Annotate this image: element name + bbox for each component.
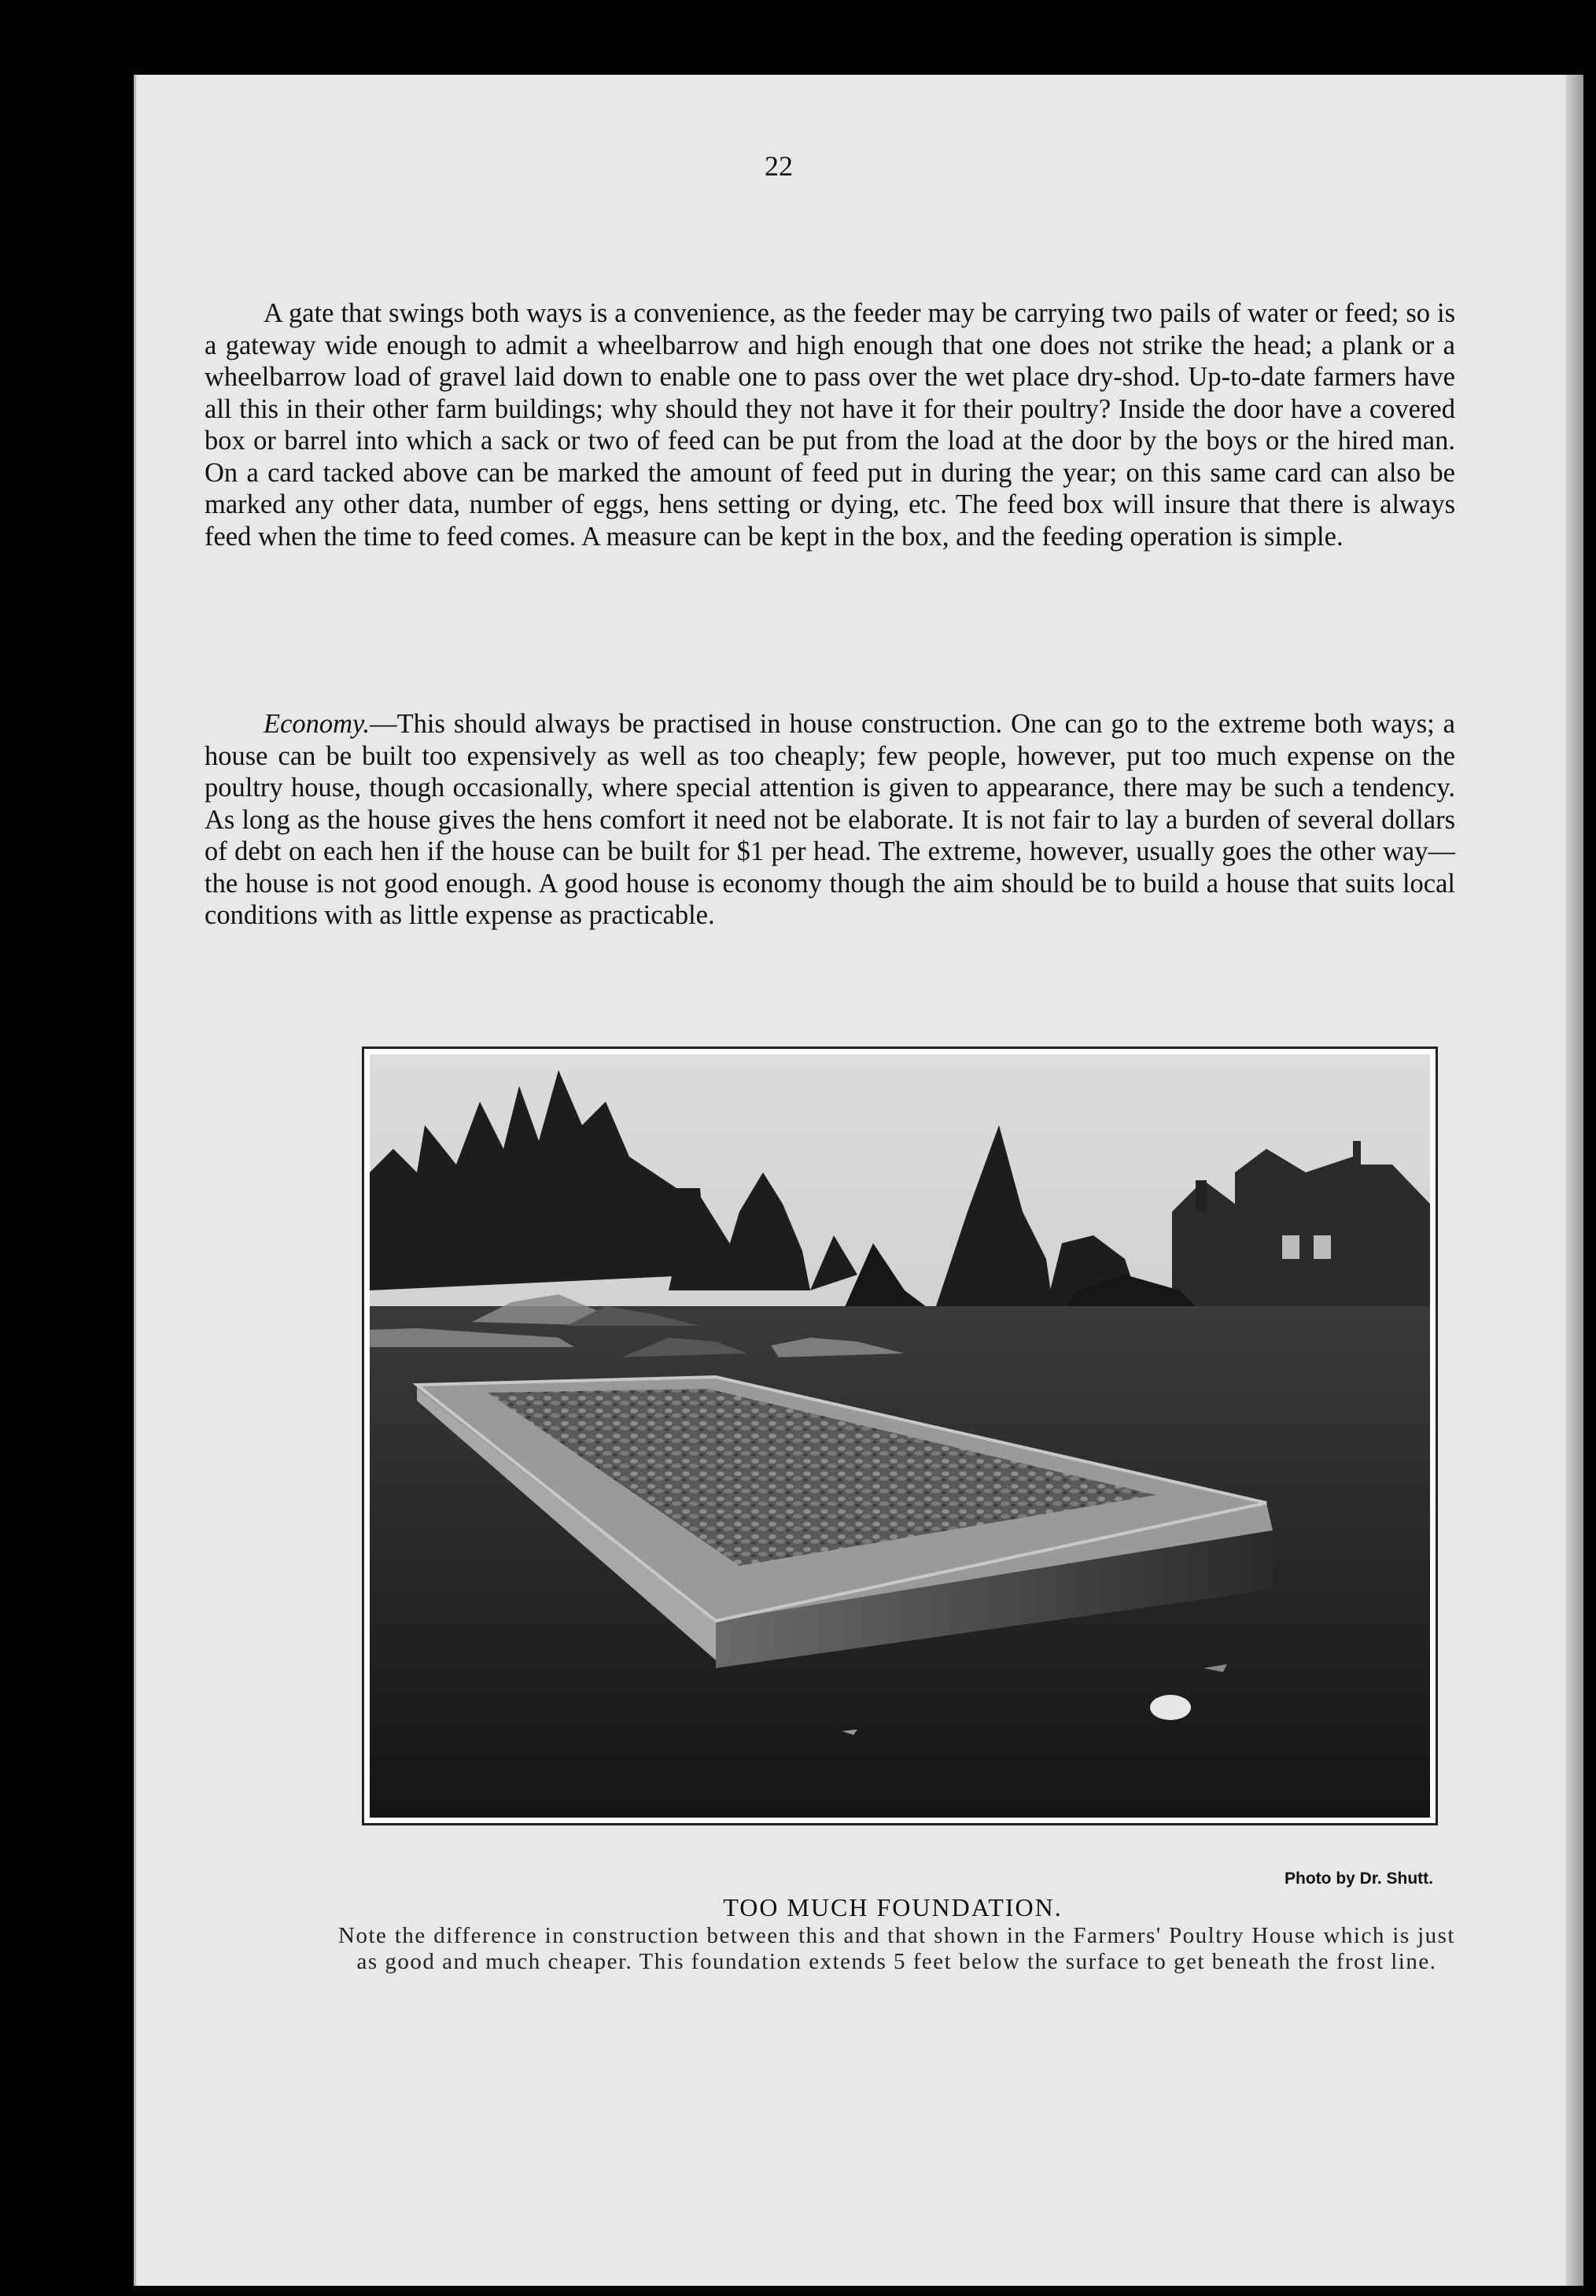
- page-number: 22: [765, 150, 793, 182]
- photo-credit: Photo by Dr. Shutt.: [1285, 1870, 1433, 1888]
- foundation-photo-image: [370, 1054, 1430, 1818]
- caption-note: Note the difference in construction between this and that shown in the Farmers' Poultry House which is just as good and much cheaper. This foundation extends 5 feet below the surface to get beneath the frost line.: [338, 1923, 1455, 1974]
- paragraph-economy-heading: Economy.: [264, 709, 370, 739]
- paragraph-gate: [205, 297, 1455, 552]
- paragraph-economy-text: —This should always be practised in house construction. One can go to the extreme both ways; a house can be built too expensively as well as too cheaply; few people, however, put too much expense on the poultry house, though occasionally, where special attention is given to appearance, there may be such a tendency. As long as the house gives the hens comfort it need not be elaborate. It is not fair to lay a burden of several dollars of debt on each hen if the house can be built for $1 per head. The extreme, however, usually goes the other way—the house is not good enough. A good house is economy though the aim should be to build a house that suits local conditions with as little expense as practicable.: [205, 709, 1455, 930]
- foundation-photo: [362, 1046, 1438, 1825]
- paragraph-gate-text: A gate that swings both ways is a convenience, as the feeder may be carrying two pails of water or feed; so is a gateway wide enough to admit a wheelbarrow and high enough that one does not strike the head; a plank or a wheelbarrow load of gravel laid down to enable one to pass over the wet place dry-shod. Up-to-date farmers have all this in their other farm buildings; why should they not have it for their poultry? Inside the door have a covered box or barrel into which a sack or two of feed can be put from the load at the door by the boys or the hired man. On a card tacked above can be marked the amount of feed put in during the year; on this same card can also be marked any other data, number of eggs, hens setting or dying, etc. The feed box will insure that there is always feed when the time to feed comes. A measure can be kept in the box, and the feeding operation is simple.: [205, 298, 1455, 552]
- paragraph-economy: [205, 708, 1455, 932]
- caption-title: TOO MUCH FOUNDATION.: [723, 1893, 1063, 1921]
